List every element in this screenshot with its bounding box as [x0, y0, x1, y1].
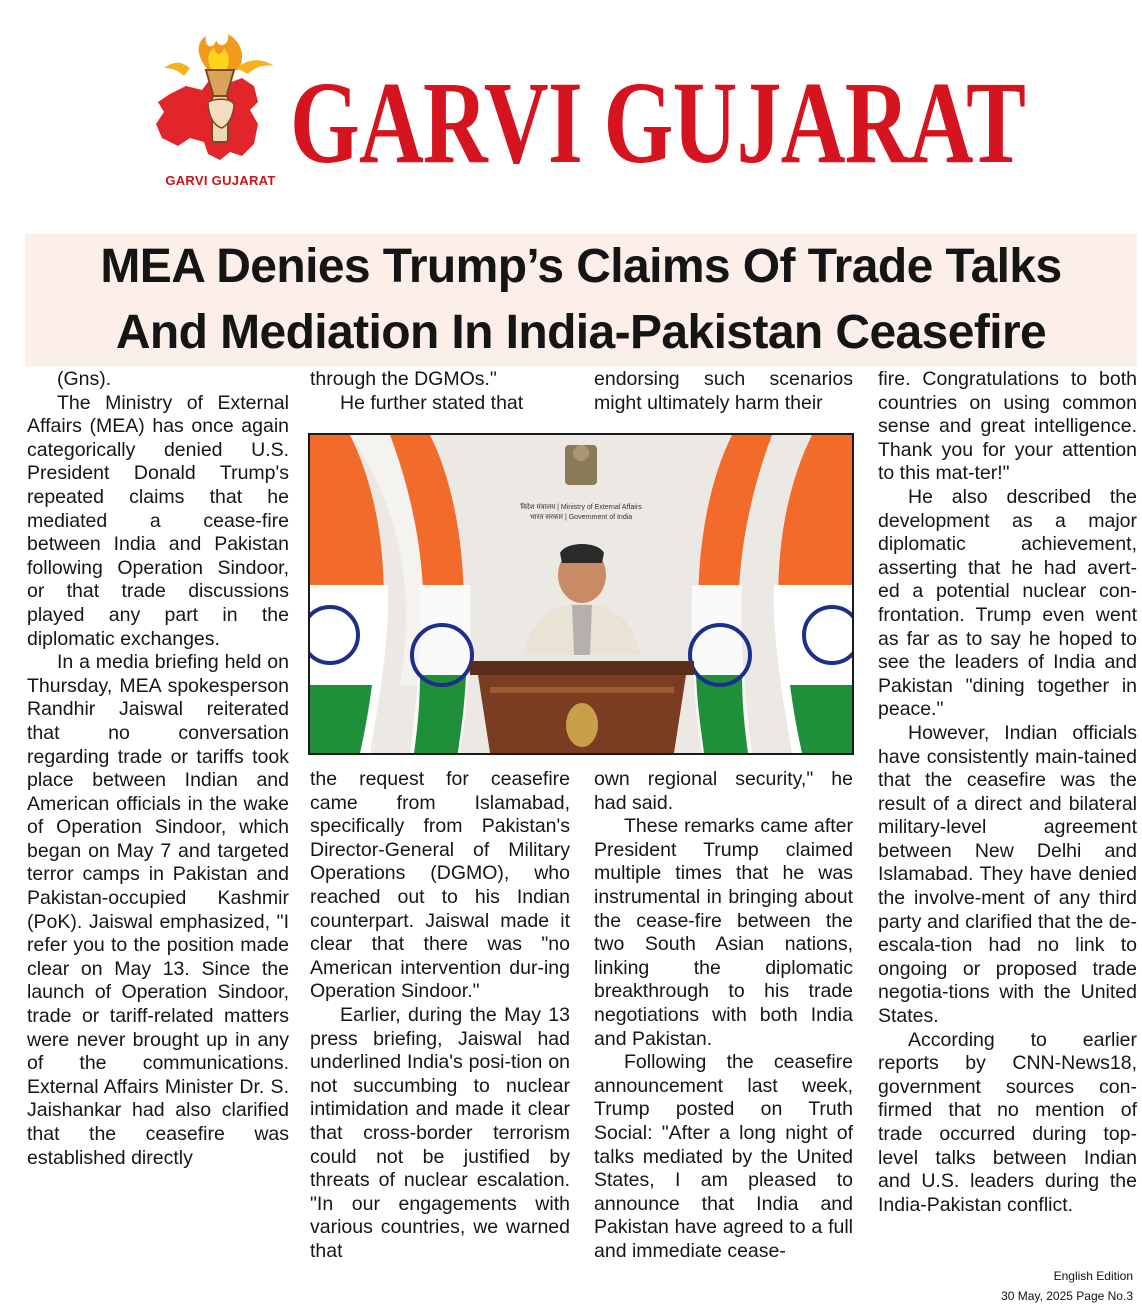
paragraph: the request for ceasefire came from Islamabad, specifically from Pakistan's Director-General of Military Operations (DGMO), who reached out to his Indian counterpart. Jaiswal made it clear that there was "no American intervention dur-ing Operation Sindoor." [310, 768, 570, 1003]
paragraph: endorsing such scenarios might ultimately harm their [594, 368, 853, 414]
article-column-4 [878, 368, 1137, 1217]
paragraph: Following the ceasefire announcement last week, Trump posted on Truth Social: "After a long night of talks mediated by the United States, I am pleased to announce that India and Pakistan have agreed to a full and immediate cease- [594, 1051, 853, 1262]
paragraph: Earlier, during the May 13 press briefing, Jaiswal had underlined India's posi-tion on not succumbing to nuclear intimidation and made it clear that cross-border terrorism could not be justified by threats of nuclear escalation. "In our engagements with various countries, we warned that [310, 1003, 570, 1262]
paragraph: In a media briefing held on Thursday, MEA spokesperson Randhir Jaiswal reiterated that no conversation regarding trade or tariffs took place between Indian and American officials in the wake of Operation Sindoor, which began on May 7 and targeted terror camps in Pakistan and Pakistan-occupied Kashmir (PoK). Jaiswal emphasized, "I refer you to the position made clear on May 13. Since the launch of Operation Sindoor, trade or tariff-related matters were never brought up in any of the communications. External Affairs Minister Dr. S. Jaishankar had also clarified that the ceasefire was established directly [27, 651, 289, 1169]
press-briefing-illustration [310, 435, 852, 753]
logo-caption: GARVI GUJARAT [165, 173, 276, 188]
ministry-banner-line-1: विदेश मंत्रालय | Ministry of External Affairs [520, 504, 642, 511]
paragraph: (Gns). [57, 368, 112, 390]
paragraph: through the DGMOs." [310, 368, 497, 390]
article-column-1 [27, 368, 289, 1170]
article-headline [25, 234, 1137, 366]
paragraph: However, Indian officials have consistently main-tained that the ceasefire was the result of a direct and bilateral military-level agreement between New Delhi and Islamabad. They have denied the involve-ment of any third party and clarified that the de-escala-tion had no link to ongoing or proposed trade negotia-tions with the United States. [878, 721, 1137, 1028]
headline-line-2: And Mediation In India-Pakistan Ceasefire [115, 306, 1047, 359]
podium [470, 661, 694, 753]
press-briefing-photo [308, 433, 854, 755]
ministry-banner-line-2: भारत सरकार | Government of India [529, 514, 633, 521]
torch-map-logo-icon [150, 28, 290, 188]
newspaper-brand-title: GARVI GUJARAT [290, 57, 1026, 188]
paragraph: He further stated that [340, 391, 524, 414]
paragraph: According to earlier reports by CNN-News18, government sources con-firmed that no mention of trade occurred during top-level talks between Indian and U.S. leaders during the India-Pakistan conflict. [878, 1028, 1137, 1216]
article-column-2-top [310, 368, 570, 415]
page-footer [1001, 1266, 1133, 1306]
headline-line-1: MEA Denies Trump’s Claims Of Trade Talks [100, 240, 1062, 293]
edition-label: English Edition [1053, 1269, 1133, 1283]
article-column-3-top [594, 368, 853, 415]
article-column-3-bottom [594, 768, 853, 1263]
date-page-label: 30 May, 2025 Page No.3 [1001, 1289, 1133, 1303]
podium-emblem-icon [566, 703, 598, 747]
paragraph: He also described the development as a major diplomatic achievement, asserting that he had avert-ed a potential nuclear con-frontation. Trump even went as far as to say he hoped to see the leaders of India and Pakistan "dining together in peace." [878, 485, 1137, 721]
paragraph: fire. Congratulations to both countries on using common sense and great intelligence. Thank you for your attention to this mat-ter!" [878, 368, 1137, 485]
paragraph: The Ministry of External Affairs (MEA) has once again categorically denied U.S. President Donald Trump's repeated claims that he mediated a cease-fire between India and Pakistan following Operation Sindoor, or that trade discussions played any part in the diplomatic exchanges. [27, 391, 289, 650]
article-column-2-bottom [310, 768, 570, 1263]
paragraph: own regional security," he had said. [594, 768, 853, 814]
national-emblem-icon [565, 445, 597, 485]
paragraph: These remarks came after President Trump claimed multiple times that he was instrumental in bringing about the cease-fire between the two South Asian nations, linking the diplomatic breakthrough to his trade negotiations with both India and Pakistan. [594, 815, 853, 1050]
masthead [150, 28, 1026, 193]
